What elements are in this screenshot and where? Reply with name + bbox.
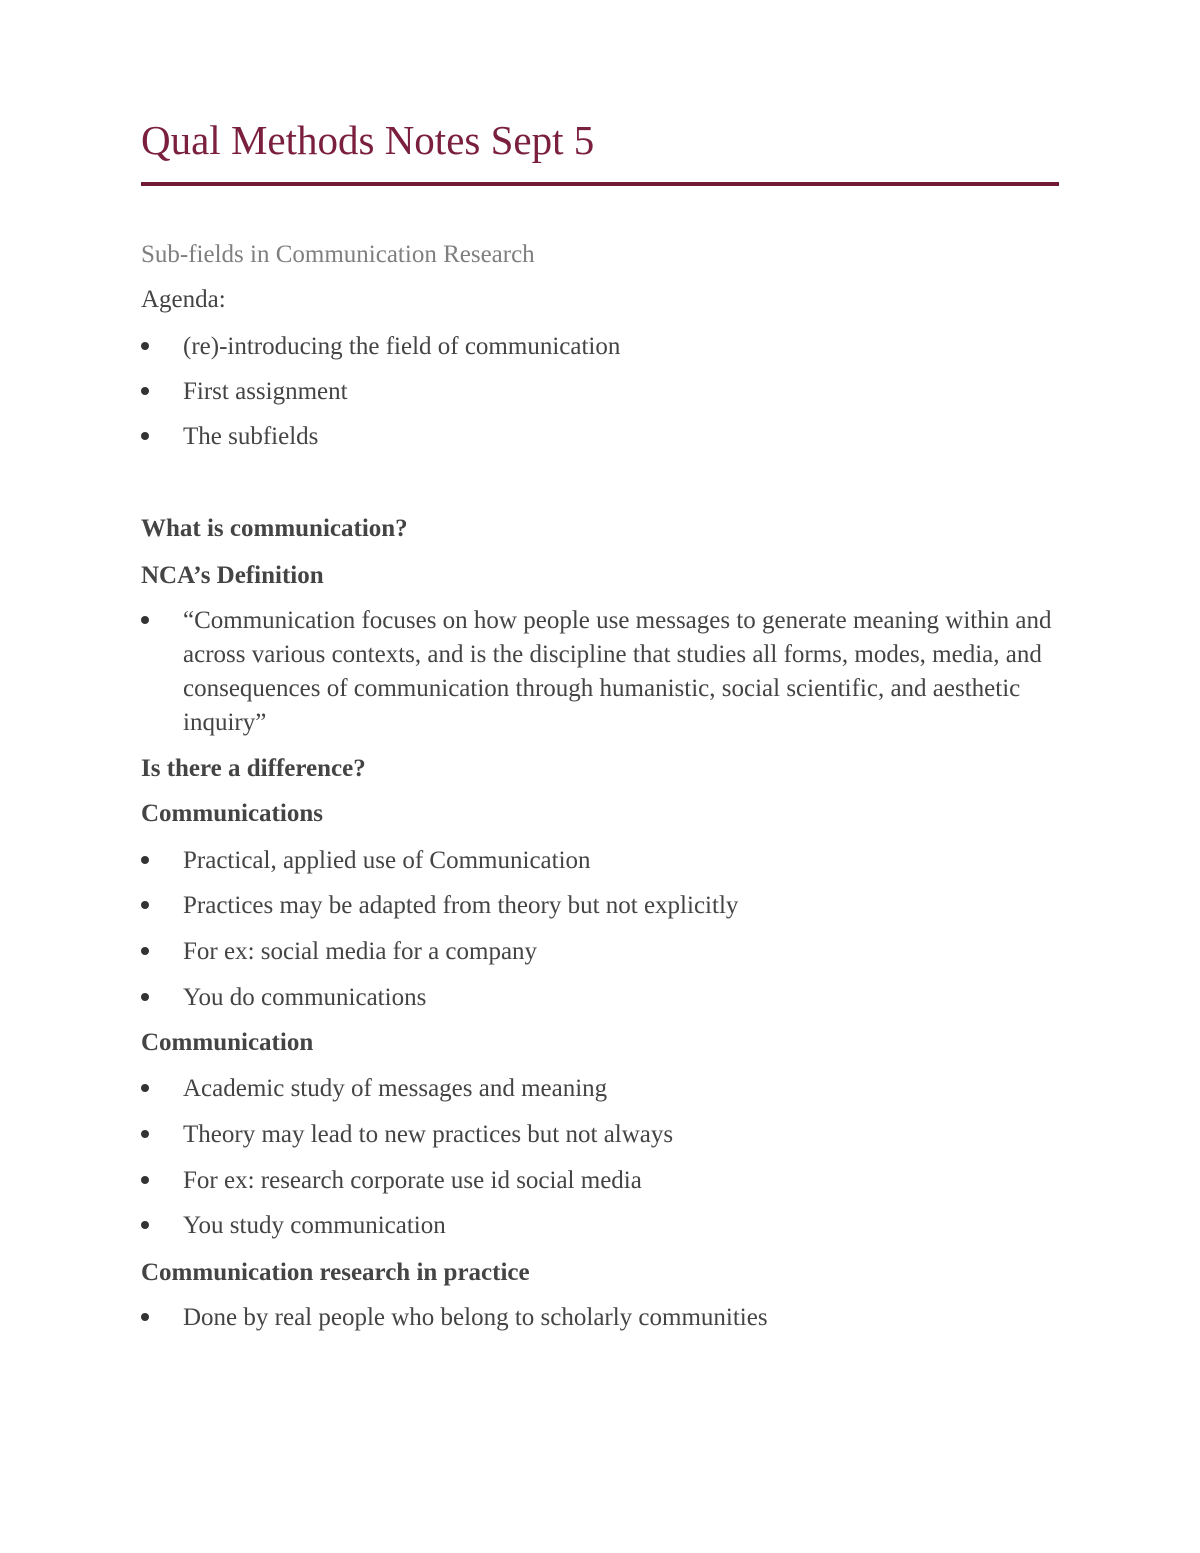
list-item-text: (re)-introducing the field of communication — [183, 333, 621, 360]
bullet-icon — [141, 1084, 149, 1092]
bullet-icon — [141, 856, 149, 864]
subtitle: Sub-fields in Communication Research — [141, 241, 535, 268]
bullet-icon — [141, 1130, 149, 1138]
title-divider — [141, 182, 1059, 186]
section-heading: Communications — [141, 800, 323, 827]
bullet-icon — [141, 342, 149, 350]
bullet-icon — [141, 1221, 149, 1229]
list-item-text: For ex: research corporate use id social media — [183, 1167, 642, 1194]
page-title: Qual Methods Notes Sept 5 — [141, 117, 595, 163]
bullet-icon — [141, 993, 149, 1001]
list-item-text: Academic study of messages and meaning — [183, 1075, 608, 1102]
agenda-label: Agenda: — [141, 286, 226, 313]
bullet-icon — [141, 947, 149, 955]
bullet-icon — [141, 1313, 149, 1321]
list-item-text: You do communications — [183, 984, 427, 1011]
list-item-text: First assignment — [183, 378, 348, 405]
section-heading: What is communication? — [141, 515, 408, 542]
list-item-text: Done by real people who belong to scholarly communities — [183, 1304, 768, 1331]
list-item-text: You study communication — [183, 1212, 446, 1239]
list-item-text: Theory may lead to new practices but not always — [183, 1121, 674, 1148]
definition-text: “Communication focuses on how people use messages to generate meaning within and across various contexts, and is the discipline that studies all forms, modes, media, and consequences of communication through humanistic, social scientific, and aesthetic inquiry” — [183, 607, 1052, 736]
bullet-icon — [141, 387, 149, 395]
section-heading: NCA’s Definition — [141, 562, 324, 589]
bullet-icon — [141, 901, 149, 909]
bullet-icon — [141, 616, 149, 624]
section-heading: Is there a difference? — [141, 755, 366, 782]
section-heading: Communication — [141, 1029, 314, 1056]
list-item-text: Practical, applied use of Communication — [183, 847, 591, 874]
list-item-text: The subfields — [183, 423, 319, 450]
list-item-text: Practices may be adapted from theory but not explicitly — [183, 892, 739, 919]
section-heading: Communication research in practice — [141, 1259, 530, 1286]
bullet-icon — [141, 1176, 149, 1184]
list-item-text: For ex: social media for a company — [183, 938, 538, 965]
bullet-icon — [141, 432, 149, 440]
